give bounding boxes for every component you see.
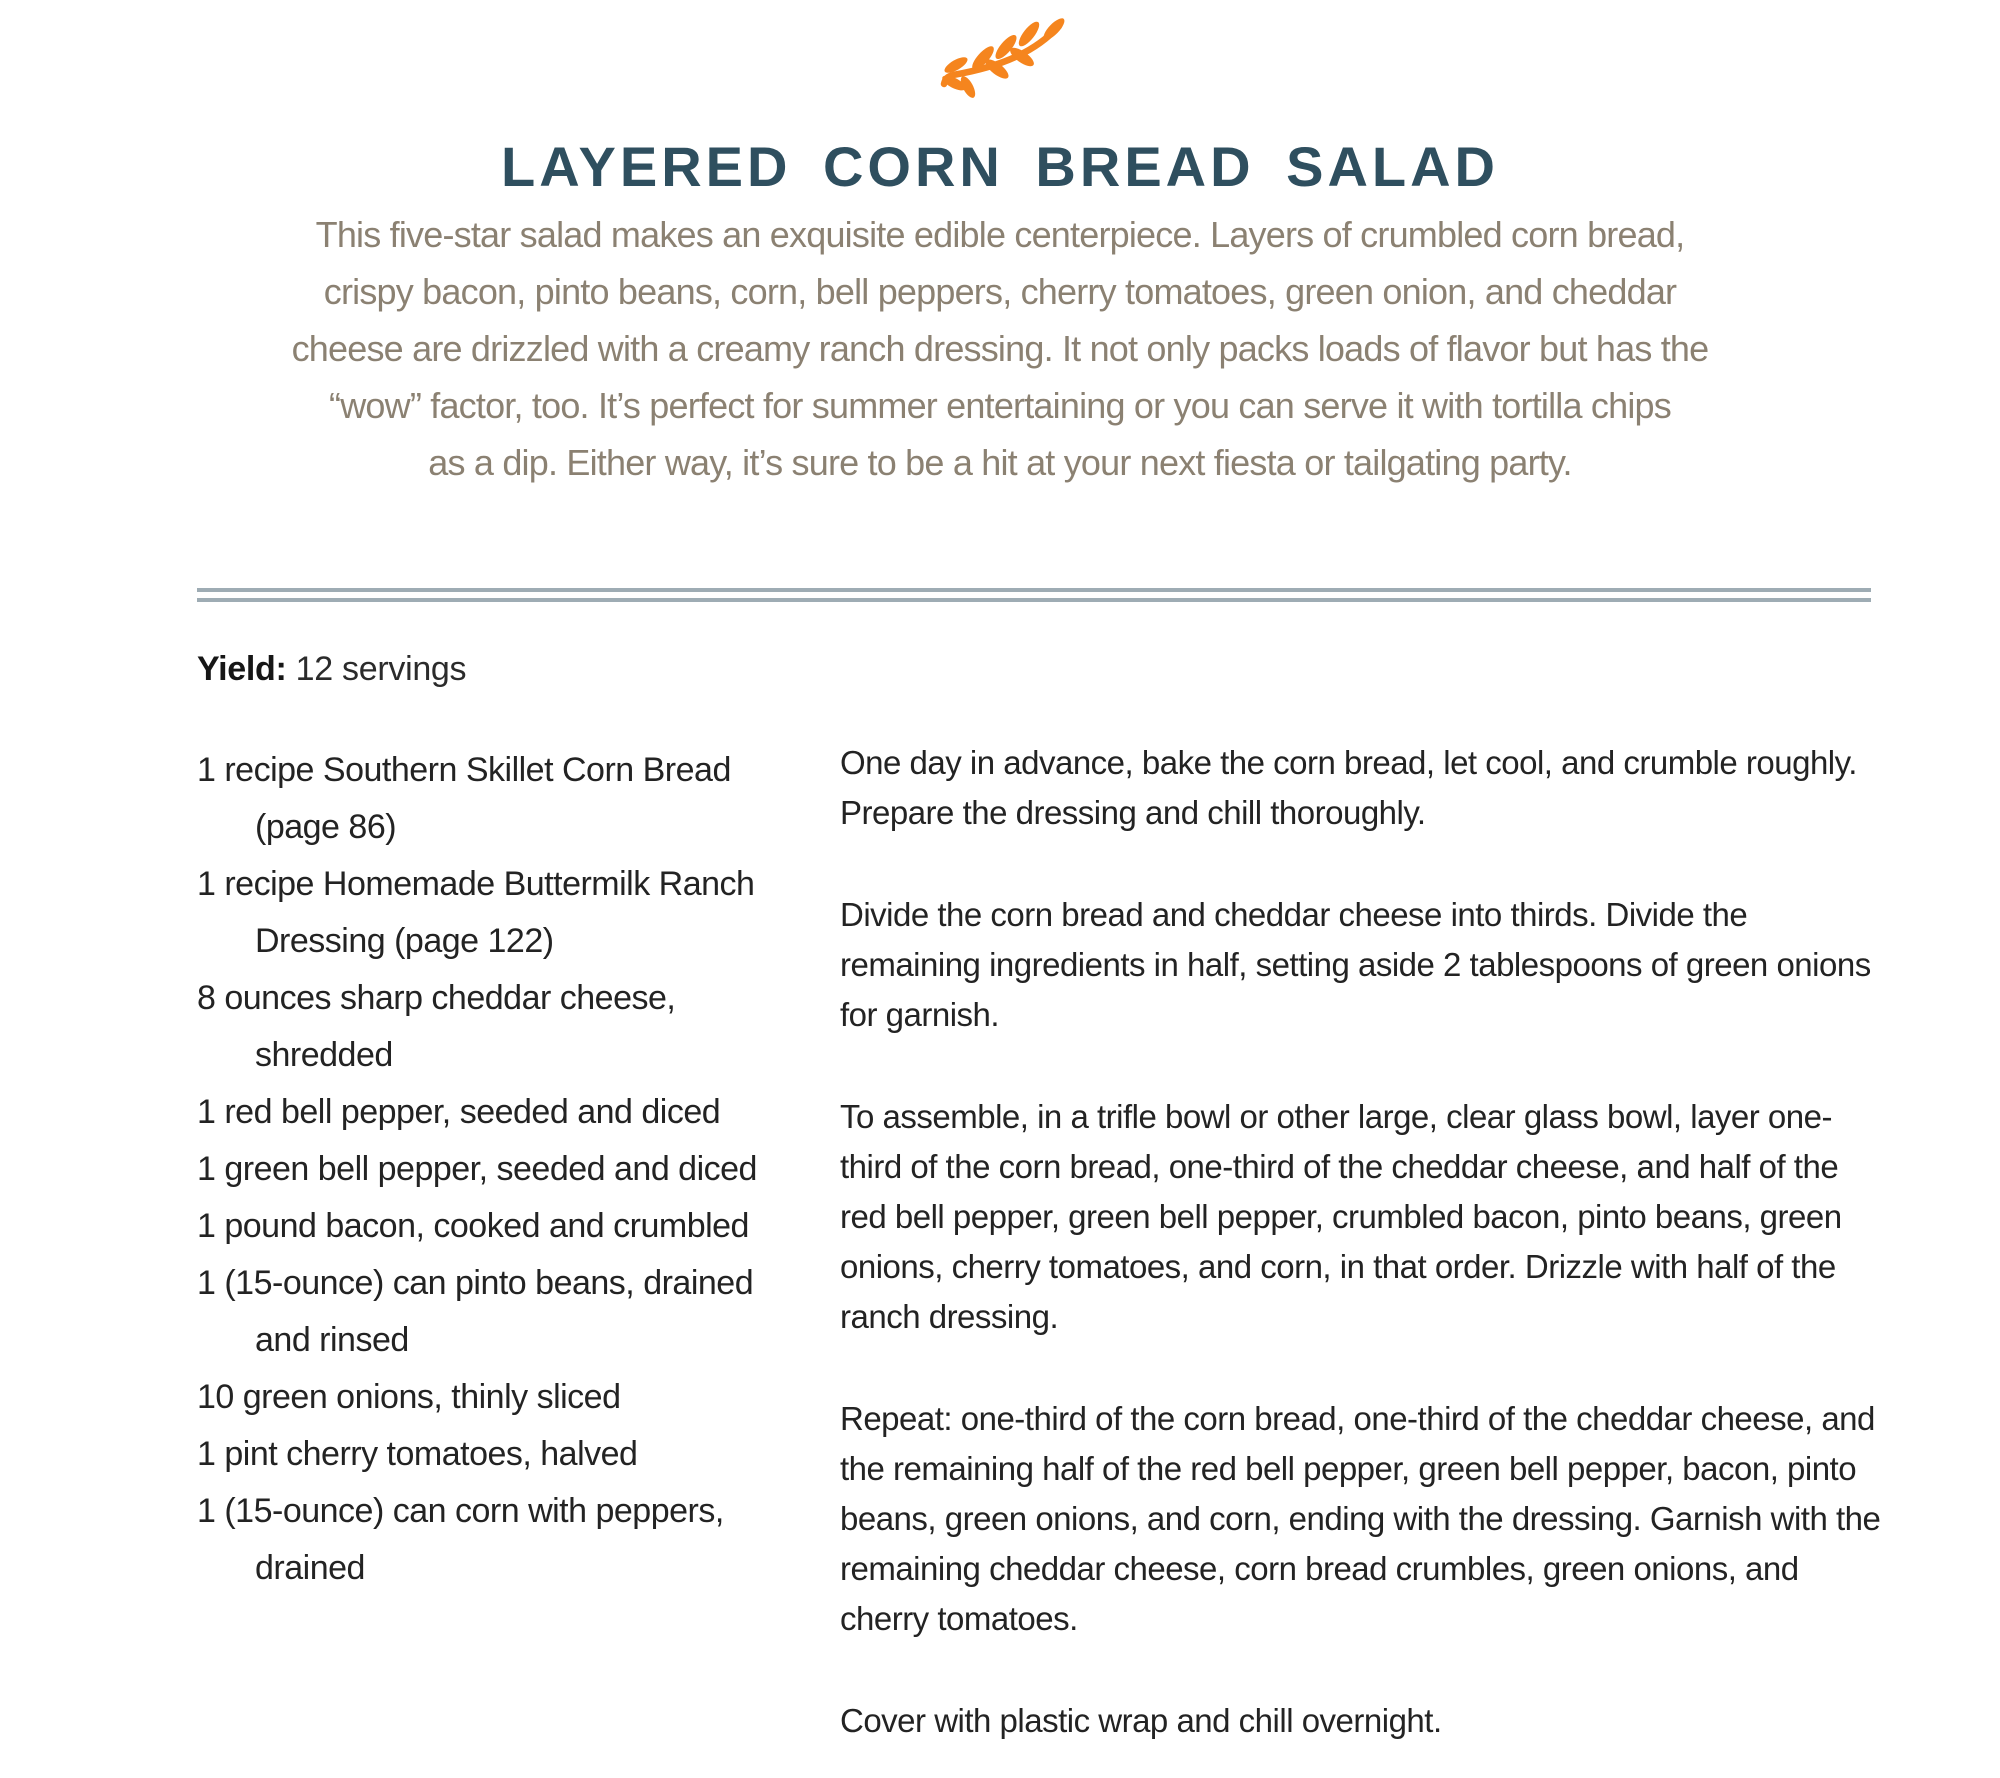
instruction-paragraph: Cover with plastic wrap and chill overnight. — [840, 1702, 1442, 1739]
ingredient-line: 1 green bell pepper, seeded and diced — [197, 1150, 757, 1188]
yield-label: Yield: — [197, 650, 287, 688]
ingredient-item — [197, 1255, 837, 1369]
ingredient-item — [197, 1141, 837, 1198]
ingredient-line: 1 red bell pepper, seeded and diced — [197, 1093, 721, 1131]
instruction-paragraph: To assemble, in a trifle bowl or other large, clear glass bowl, layer one-third of the corn bread, one-third of the cheddar cheese, and half of the red bell pepper, green bell pepper, crumbled bacon, pinto beans, green onions, cherry tomatoes, and corn, in that order. Drizzle with half of the ranch dressing. — [840, 1098, 1842, 1335]
instruction-paragraph: Divide the corn bread and cheddar cheese into thirds. Divide the remaining ingredients in half, setting aside 2 tablespoons of green onions for garnish. — [840, 896, 1871, 1033]
intro-line: This five-star salad makes an exquisite edible centerpiece. Layers of crumbled corn bread, — [315, 214, 1685, 255]
ingredient-item — [197, 1483, 837, 1597]
yield-value: 12 servings — [295, 650, 467, 688]
page-title: LAYERED CORN BREAD SALAD — [500, 134, 1499, 198]
intro-line: crispy bacon, pinto beans, corn, bell peppers, cherry tomatoes, green onion, and cheddar — [323, 271, 1677, 312]
ingredient-line: 1 recipe Southern Skillet Corn Bread — [197, 751, 731, 789]
ingredient-line: drained — [255, 1549, 365, 1587]
ingredient-line: 1 pint cherry tomatoes, halved — [197, 1435, 638, 1473]
instruction-paragraph: Repeat: one-third of the corn bread, one-third of the cheddar cheese, and the remaining half of the red bell pepper, green bell pepper, bacon, pinto beans, green onions, and corn, ending with the dressing. Garnish with the remaining cheddar cheese, corn bread crumbles, green onions, and cherry tomatoes. — [840, 1400, 1881, 1637]
intro-line: “wow” factor, too. It’s perfect for summer entertaining or you can serve it with tortilla chips — [329, 385, 1671, 426]
intro-line: as a dip. Either way, it’s sure to be a hit at your next fiesta or tailgating party. — [428, 442, 1572, 483]
double-rule-divider — [197, 588, 1871, 602]
ingredient-item — [197, 1426, 837, 1483]
ingredient-item — [197, 1198, 837, 1255]
ingredient-line: shredded — [255, 1036, 393, 1074]
instructions-column — [840, 738, 1890, 1746]
ingredient-line: Dressing (page 122) — [255, 922, 554, 960]
ingredient-line: 1 pound bacon, cooked and crumbled — [197, 1207, 749, 1245]
ingredient-line: 10 green onions, thinly sliced — [197, 1378, 621, 1416]
ingredient-line: 1 recipe Homemade Buttermilk Ranch — [197, 865, 755, 903]
ingredient-line: 8 ounces sharp cheddar cheese, — [197, 979, 676, 1017]
intro-line: cheese are drizzled with a creamy ranch dressing. It not only packs loads of flavor but has the — [291, 328, 1709, 369]
intro-paragraph — [292, 206, 1709, 491]
ingredient-line: and rinsed — [255, 1321, 409, 1359]
ingredients-list — [197, 742, 837, 1597]
ingredient-item — [197, 742, 837, 856]
ingredient-item — [197, 1369, 837, 1426]
ingredient-line: 1 (15-ounce) can corn with peppers, — [197, 1492, 724, 1530]
ingredient-item — [197, 1084, 837, 1141]
ingredient-item — [197, 856, 837, 970]
ingredient-line: (page 86) — [255, 808, 397, 846]
yield-row — [197, 650, 466, 689]
instruction-paragraph: One day in advance, bake the corn bread, let cool, and crumble roughly. Prepare the dressing and chill thoroughly. — [840, 744, 1857, 831]
ingredient-line: 1 (15-ounce) can pinto beans, drained — [197, 1264, 754, 1302]
laurel-branch-icon — [0, 16, 2000, 98]
ingredient-item — [197, 970, 837, 1084]
